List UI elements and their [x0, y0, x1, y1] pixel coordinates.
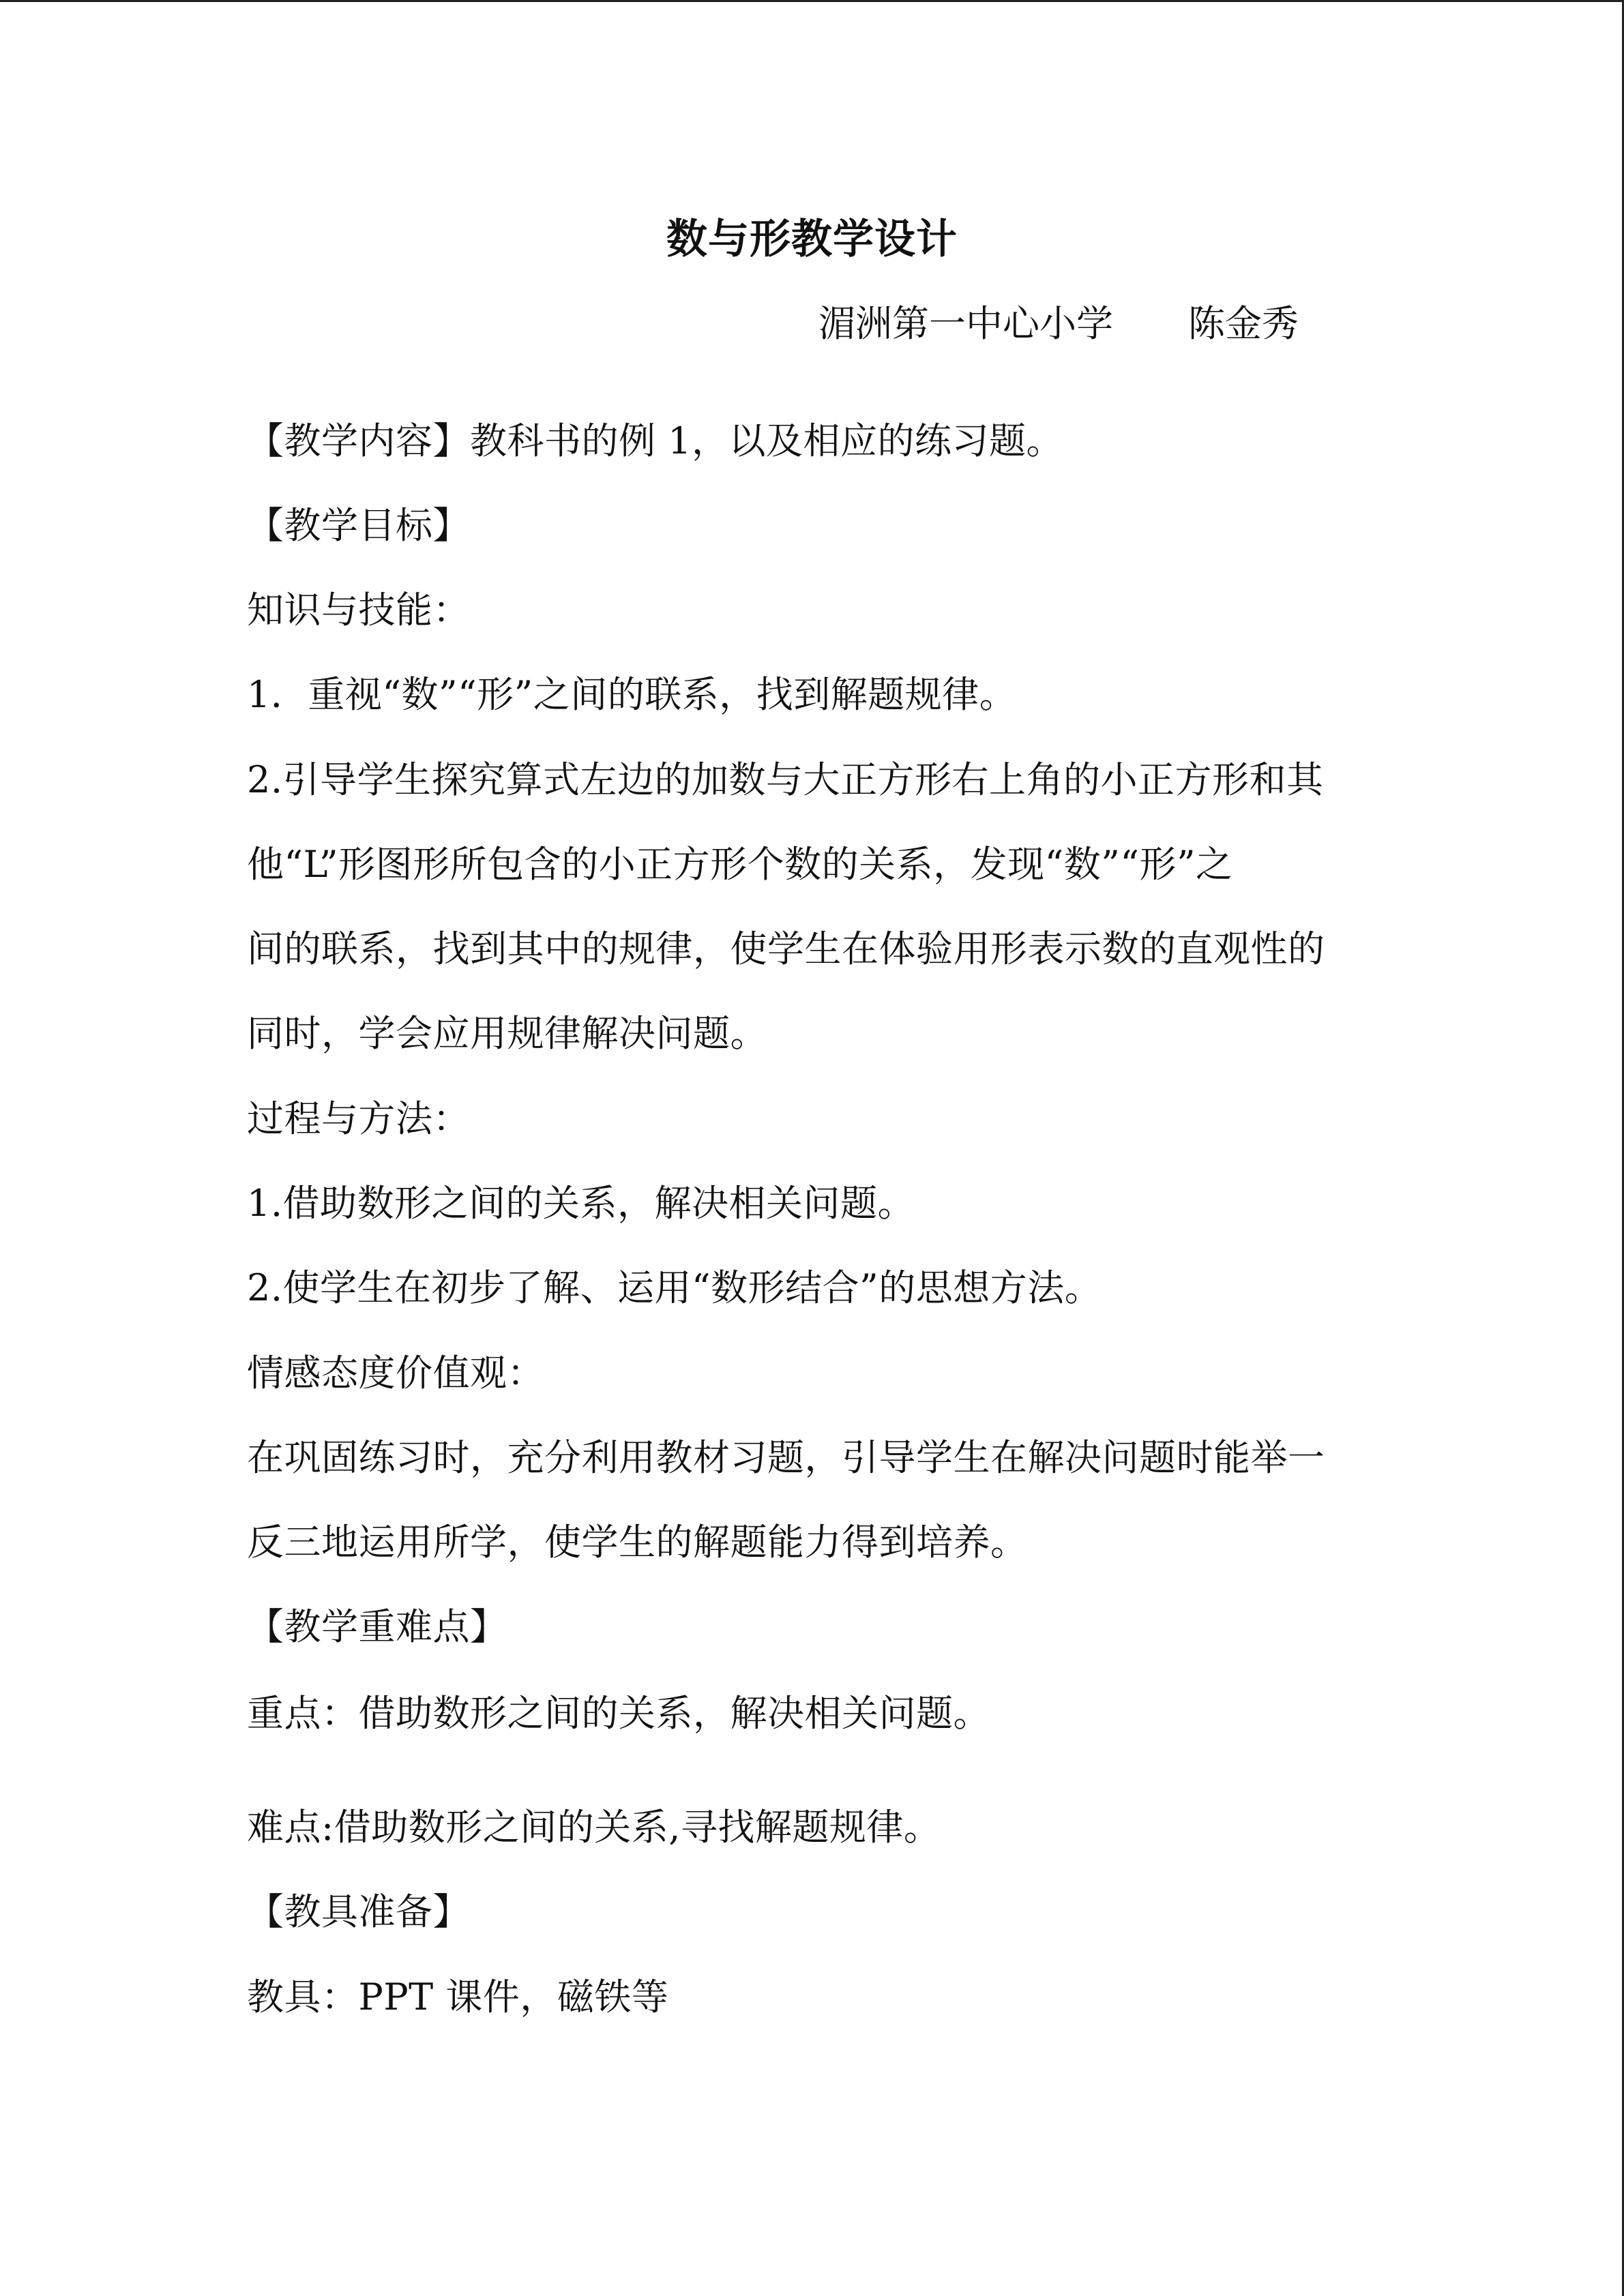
paragraph-line: 1．重视“数”“形”之间的联系，找到解题规律。: [247, 673, 1017, 716]
paragraph-line: 教具：PPT 课件，磁铁等: [247, 1976, 669, 2018]
document-title: 数与形教学设计: [666, 215, 958, 263]
paragraph-line: 在巩固练习时，充分利用教材习题，引导学生在解决问题时能举一: [247, 1436, 1325, 1479]
paragraph-line: 同时，学会应用规律解决问题。: [247, 1012, 767, 1055]
section-heading-key-points: 【教学重难点】: [247, 1605, 507, 1648]
author-name: 陈金秀: [1188, 302, 1299, 345]
paragraph-line: 反三地运用所学，使学生的解题能力得到培养。: [247, 1521, 1028, 1564]
paragraph-line: 1.借助数形之间的关系，解决相关问题。: [247, 1182, 915, 1225]
subheading-attitude: 情感态度价值观：: [247, 1352, 544, 1395]
paragraph-line: 2.使学生在初步了解、运用“数形结合”的思想方法。: [247, 1266, 1102, 1309]
author-line: [818, 299, 1299, 348]
author-school: 湄洲第一中心小学: [818, 302, 1113, 345]
section-heading-objectives: 【教学目标】: [247, 504, 470, 547]
subheading-process: 过程与方法：: [247, 1097, 470, 1140]
paragraph-line: 难点:借助数形之间的关系,寻找解题规律。: [247, 1806, 941, 1849]
paragraph-line: 间的联系，找到其中的规律，使学生在体验用形表示数的直观性的: [247, 927, 1325, 970]
paragraph-line: 重点：借助数形之间的关系，解决相关问题。: [247, 1692, 990, 1735]
paragraph-line: 2.引导学生探究算式左边的加数与大正方形右上角的小正方形和其: [247, 758, 1324, 801]
subheading-knowledge: 知识与技能：: [247, 588, 470, 631]
paragraph-line: 他“L”形图形所包含的小正方形个数的关系，发现“数”“形”之: [247, 843, 1233, 886]
section-heading-materials: 【教具准备】: [247, 1890, 470, 1933]
section-heading-content: 【教学内容】教科书的例 1，以及相应的练习题。: [247, 419, 1064, 462]
